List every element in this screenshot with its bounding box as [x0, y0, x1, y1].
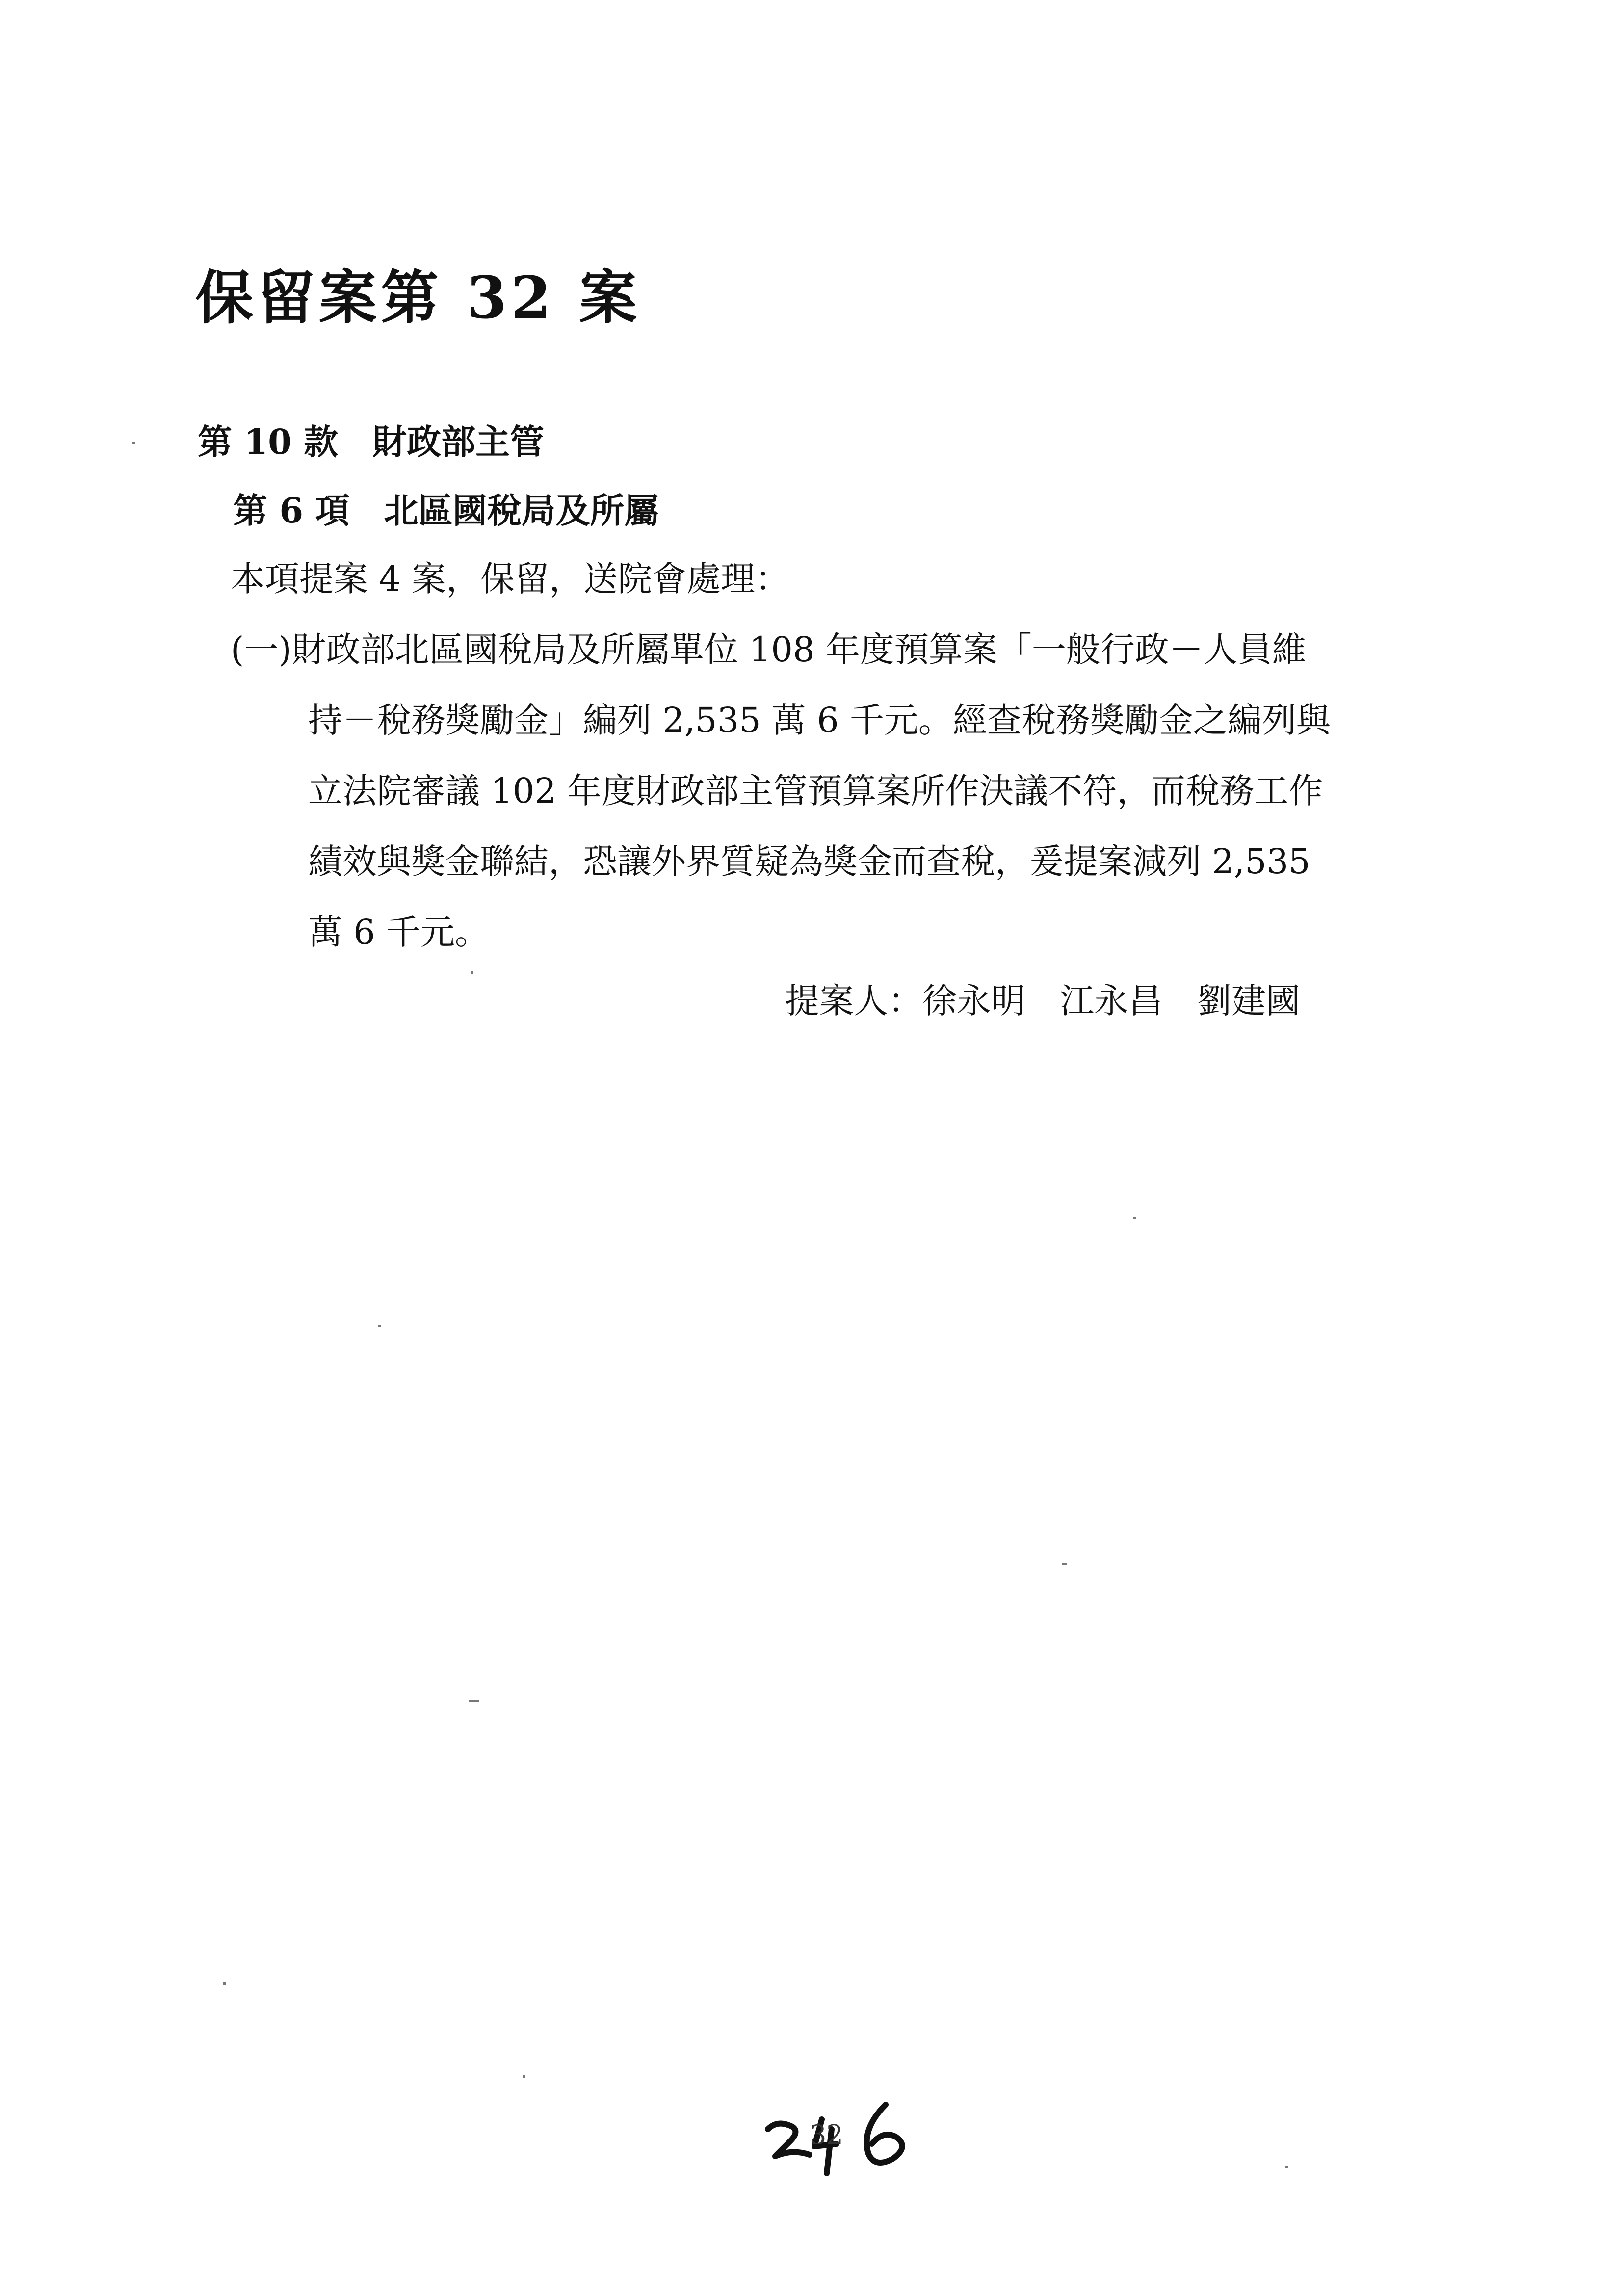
handwritten-page-number	[763, 2100, 925, 2178]
scan-speck	[132, 442, 135, 444]
scan-speck	[1062, 1563, 1067, 1565]
proposal-line-4: 績效與獎金聯結，恐讓外界質疑為獎金而查稅，爰提案減列 2,535	[308, 841, 1310, 882]
section-number: 第 10 款	[198, 421, 339, 462]
intro-text: 本項提案 4 案，保留，送院會處理：	[231, 559, 790, 599]
proposers	[785, 981, 1300, 1021]
proposer-3: 劉建國	[1197, 981, 1300, 1021]
scan-speck	[378, 1325, 381, 1327]
page-number: 32	[810, 2119, 843, 2150]
page-title: 保留案第 32 案	[195, 263, 641, 332]
proposal-line-5: 萬 6 千元。	[308, 912, 490, 952]
proposer-1: 徐永明	[922, 981, 1025, 1021]
item-number: 第 6 項	[233, 490, 350, 531]
proposer-2: 江永昌	[1060, 981, 1163, 1021]
proposal-line-1: (一)財政部北區國稅局及所屬單位 108 年度預算案「一般行政－人員維	[231, 629, 1307, 670]
scan-speck	[1285, 2166, 1288, 2168]
scan-speck	[1133, 1217, 1136, 1219]
section-heading	[198, 421, 545, 462]
item-heading	[233, 490, 659, 531]
scan-speck	[223, 1982, 226, 1985]
item-name: 北區國稅局及所屬	[384, 490, 659, 531]
section-name: 財政部主管	[372, 421, 545, 462]
scan-speck	[523, 2075, 525, 2078]
proposers-label: 提案人：	[785, 981, 922, 1021]
scan-speck	[469, 1700, 479, 1702]
proposal-line-3: 立法院審議 102 年度財政部主管預算案所作決議不符，而稅務工作	[308, 771, 1323, 811]
proposal-line-2: 持－稅務獎勵金」編列 2,535 萬 6 千元。經查稅務獎勵金之編列與	[308, 700, 1331, 740]
scan-speck	[471, 971, 473, 974]
